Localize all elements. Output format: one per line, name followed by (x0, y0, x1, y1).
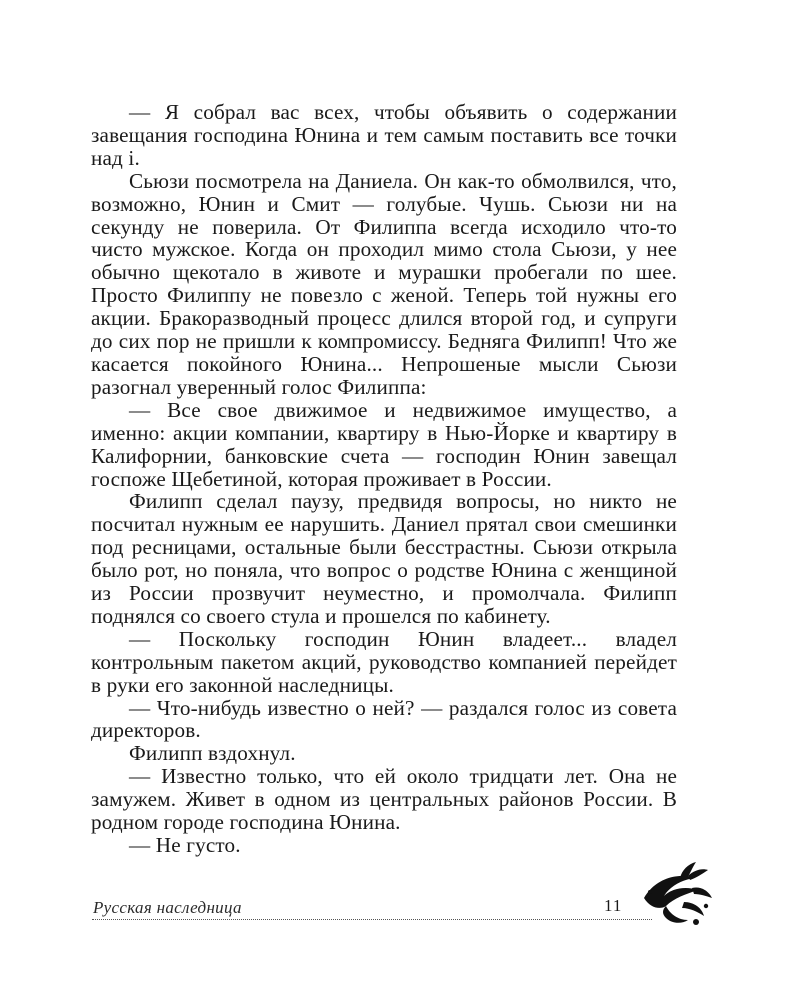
paragraph: — Известно только, что ей около тридцати лет. Она не замужем. Живет в одном из центральных районов России. В родном городе господина Юнина. (91, 764, 677, 835)
paragraph: Сьюзи посмотрела на Даниела. Он как-то обмолвился, что, возможно, Юнин и Смит — голубые. Чушь. Сьюзи ни на секунду не поверила. От Филиппа всегда исходило что-то чисто мужское. Когда он проходил мимо стола Сьюзи, у нее обычно щекотало в животе и мурашки пробегали по шее. Просто Филиппу не повезло с женой. Теперь той нужны его акции. Бракоразводный процесс длился второй год, и супруги до сих пор не пришли к компромиссу. Бедняга Филипп! Что же касается покойного Юнина... Непрошеные мысли Сьюзи разогнал уверенный голос Филиппа: (91, 168, 677, 399)
paragraph: — Что-нибудь известно о ней? — раздался голос из совета директоров. (91, 695, 677, 743)
floral-ornament-icon (636, 858, 716, 930)
running-footer-title: Русская наследница (93, 898, 242, 917)
paragraph: — Поскольку господин Юнин владеет... владел контрольным пакетом акций, руководство компанией перейдет в руки его законной наследницы. (91, 626, 677, 697)
body-text (91, 101, 677, 857)
paragraph: — Все свое движимое и недвижимое имущество, а именно: акции компании, квартиру в Нью-Йорке и квартиру в Калифорнии, банковские счета — господин Юнин завещал госпоже Щебетиной, которая проживает в России. (91, 397, 677, 491)
page-number: 11 (604, 896, 623, 915)
paragraph: Филипп вздохнул. (129, 741, 296, 766)
footer-dotted-rule (92, 919, 652, 920)
paragraph: — Не густо. (129, 833, 241, 857)
paragraph: — Я собрал вас всех, чтобы объявить о содержании завещания господина Юнина и тем самым поставить все точки над і. (91, 100, 677, 170)
paragraph: Филипп сделал паузу, предвидя вопросы, но никто не посчитал нужным ее нарушить. Даниел прятал свои смешинки под ресницами, остальные были бесстрастны. Сьюзи открыла было рот, но поняла, что вопрос о родстве Юнина с женщиной из России прозвучит неуместно, и промолчала. Филипп поднялся со своего стула и прошелся по кабинету. (91, 489, 677, 628)
